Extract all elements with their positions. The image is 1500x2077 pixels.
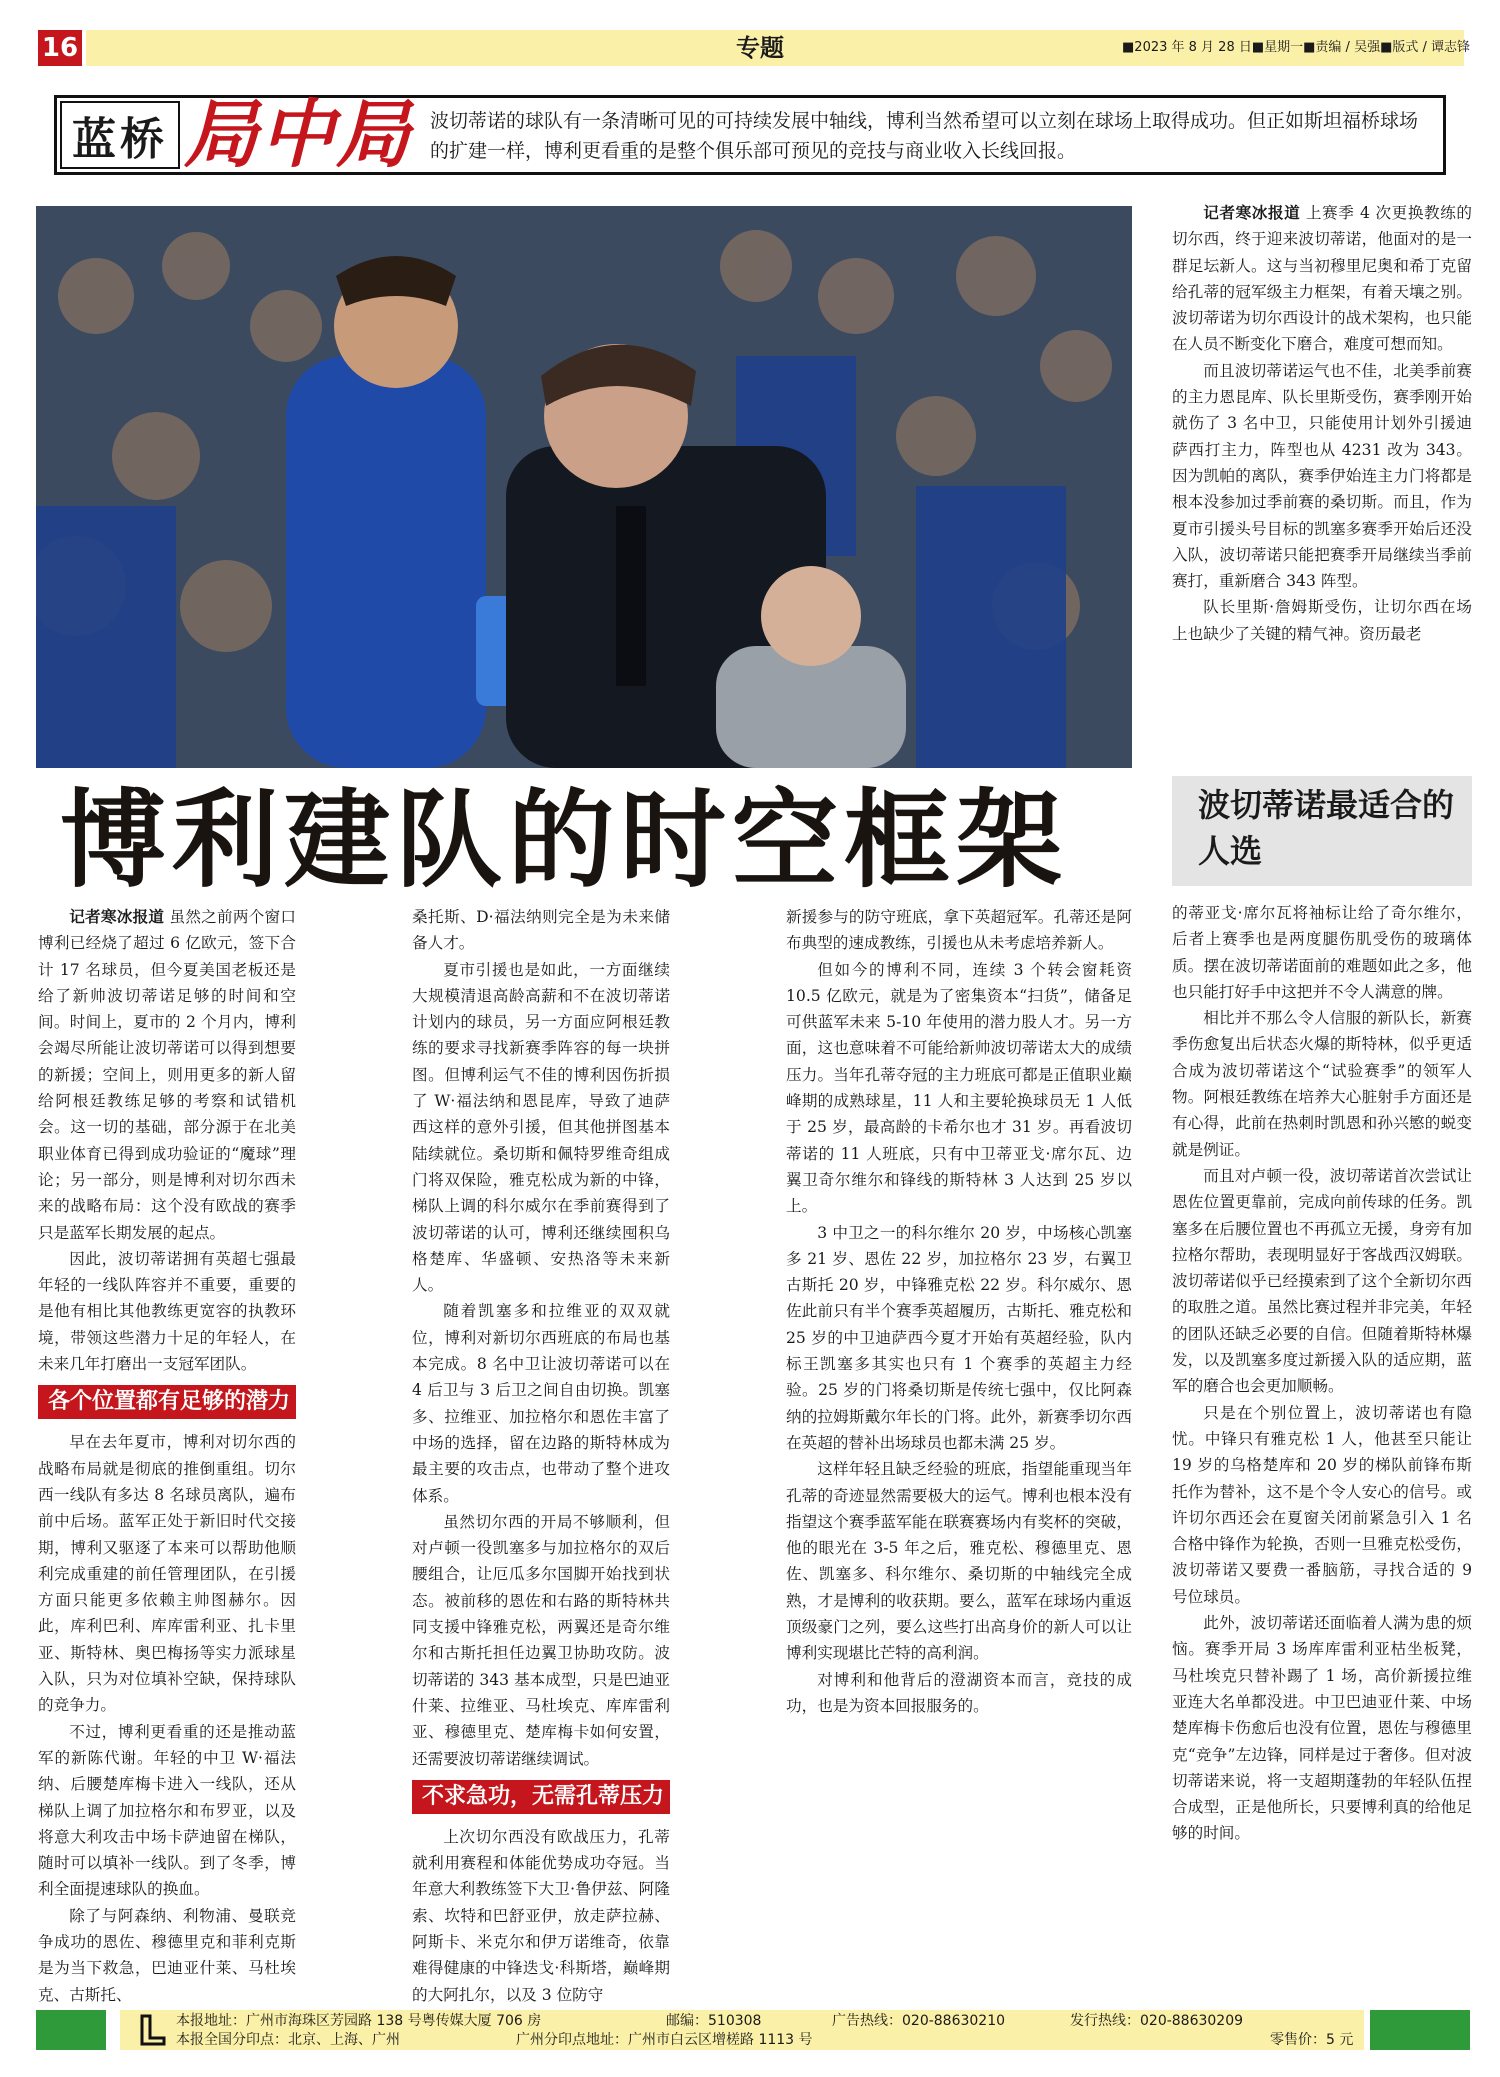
footer-postcode: 邮编：510308	[666, 2013, 762, 2029]
banner-intro: 波切蒂诺的球队有一条清晰可见的可持续发展中轴线，博利当然希望可以立刻在球场上取得成功。但正如斯坦福桥球场的扩建一样，博利更看重的是整个俱乐部可预见的竞技与商业收入长线回报。	[430, 110, 1419, 162]
paragraph	[1172, 200, 1472, 358]
dateline: ■2023 年 8 月 28 日■星期一■责编 / 吴强■版式 / 谭志锋	[1122, 40, 1470, 55]
paragraph: 相比并不那么令人信服的新队长，新赛季伤愈复出后状态火爆的斯特林，似乎更适合成为波切蒂诺这个“试验赛季”的领军人物。阿根廷教练在培养大心脏射手方面还是有心得，此前在热刺时凯恩和孙兴慜的蜕变就是例证。	[1172, 1009, 1472, 1159]
phone-icon	[138, 2014, 168, 2046]
paragraph: 夏市引援也是如此，一方面继续大规模清退高龄高薪和不在波切蒂诺计划内的球员，另一方面应阿根廷教练的要求寻找新赛季阵容的每一块拼图。但博利运气不佳的博利因伤折损了 W·福法纳和恩昆库，导致了迪萨西这样的意外引援，但其他拼图基本陆续就位。桑切斯和佩特罗维奇组成门将双保险，雅克松成为新的中锋，梯队上调的科尔威尔在季前赛得到了波切蒂诺的认可，博利还继续囤积乌格楚库、华盛顿、安热洛等未来新人。	[412, 960, 670, 1295]
paragraph	[38, 904, 296, 1246]
subhead-positions: 各个位置都有足够的潜力	[38, 1385, 296, 1419]
paragraph: 队长里斯·詹姆斯受伤，让切尔西在场上也缺少了关键的精气神。资历最老	[1172, 598, 1472, 643]
paragraph: 除了与阿森纳、利物浦、曼联竞争成功的恩佐、穆德里克和菲利克斯是为当下救急，巴迪亚什莱、马杜埃克、古斯托、	[38, 1906, 296, 2004]
section-title: 专题	[736, 34, 784, 62]
footer-price: 零售价：5 元	[1270, 2032, 1354, 2048]
page-number: 16	[38, 30, 82, 66]
headline: 博利建队的时空框架	[60, 777, 1068, 902]
photo-illustration	[36, 206, 1132, 768]
paragraph: 但如今的博利不同，连续 3 个转会窗耗资 10.5 亿欧元，就是为了密集资本“扫货”，储备足可供蓝军未来 5-10 年使用的潜力股人才。另一方面，这也意味着不可能给新帅波切蒂诺太大的成绩压力。当年孔蒂夺冠的主力班底可都是正值职业巅峰期的成熟球星，11 人和主要轮换球员无 1 人低于 25 岁，最高龄的卡希尔也才 31 岁。再看波切蒂诺的 11 人班底，只有中卫蒂亚戈·席尔瓦、边翼卫奇尔维尔和锋线的斯特林 3 人达到 25 岁以上。	[786, 960, 1132, 1216]
paragraph: 新援参与的防守班底，拿下英超冠军。孔蒂还是阿布典型的速成教练，引援也从未考虑培养新人。	[786, 908, 1132, 953]
paragraph: 此外，波切蒂诺还面临着人满为患的烦恼。赛季开局 3 场库库雷利亚枯坐板凳，马杜埃克只替补踢了 1 场，高价新援拉维亚连大名单都没进。中卫巴迪亚什莱、中场楚库梅卡伤愈后也没有位置，恩佐与穆德里克“竞争”左边锋，同样是过于奢侈。但对波切蒂诺来说，将一支超期蓬勃的年轻队伍捏合成型，正是他所长，只要博利真的给他足够的时间。	[1172, 1614, 1472, 1843]
article-column-2	[412, 904, 670, 2008]
banner-tag: 蓝桥	[60, 101, 180, 169]
side-column-bottom	[1172, 900, 1472, 1847]
paragraph: 只是在个别位置上，波切蒂诺也有隐忧。中锋只有雅克松 1 人，他甚至只能让 19 岁的乌格楚库和 20 岁的梯队前锋布斯托作为替补，这不是个令人安心的信号。或许切尔西还会在夏窗关闭前紧急引入 1 名合格中锋作为轮换，否则一旦雅克松受伤，波切蒂诺又要费一番脑筋，寻找合适的 9 号位球员。	[1172, 1403, 1472, 1606]
paragraph: 的蒂亚戈·席尔瓦将袖标让给了奇尔维尔，后者上赛季也是两度腿伤肌受伤的玻璃体质。摆在波切蒂诺面前的难题如此之多，他也只能打好手中这把并不令人满意的牌。	[1172, 904, 1472, 1001]
paragraph-text: 上赛季 4 次更换教练的切尔西，终于迎来波切蒂诺，他面对的是一群足坛新人。这与当初穆里尼奥和希丁克留给孔蒂的冠军级主力框架，有着天壤之别。波切蒂诺为切尔西设计的战术架构，也只能在人员不断变化下磨合，难度可想而知。	[1172, 204, 1472, 354]
footer-ad-hotline: 广告热线：020-88630210	[832, 2013, 1006, 2029]
footer-green-left	[36, 2010, 106, 2050]
byline: 记者寒冰报道	[1203, 204, 1301, 222]
paragraph: 因此，波切蒂诺拥有英超七强最年轻的一线队阵容并不重要，重要的是他有相比其他教练更宽容的执教环境，带领这些潜力十足的年轻人，在未来几年打磨出一支冠军团队。	[38, 1249, 296, 1374]
paragraph: 对博利和他背后的澄湖资本而言，竞技的成功，也是为资本回报服务的。	[786, 1670, 1132, 1715]
article-column-1	[38, 904, 296, 2008]
paragraph: 上次切尔西没有欧战压力，孔蒂就利用赛程和体能优势成功夺冠。当年意大利教练签下大卫·鲁伊兹、阿隆索、坎特和巴舒亚伊，放走萨拉赫、阿斯卡、米克尔和伊万诺维奇，依靠难得健康的中锋迭戈·科斯塔，巅峰期的大阿扎尔，以及 3 位防守	[412, 1827, 670, 2004]
paragraph: 虽然切尔西的开局不够顺利，但对卢顿一役凯塞多与加拉格尔的双后腰组合，让厄瓜多尔国脚开始找到状态。被前移的恩佐和右路的斯特林共同支援中锋雅克松，两翼还是奇尔维尔和古斯托担任边翼卫协助攻防。波切蒂诺的 343 基本成型，只是巴迪亚什莱、拉维亚、马杜埃克、库库雷利亚、穆德里克、楚库梅卡如何安置，还需要波切蒂诺继续调试。	[412, 1512, 670, 1768]
banner-title: 局中局	[184, 92, 412, 178]
article-column-3	[786, 904, 1132, 1719]
subhead-no-pressure: 不求急功，无需孔蒂压力	[412, 1780, 670, 1814]
paragraph: 3 中卫之一的科尔维尔 20 岁，中场核心凯塞多 21 岁、恩佐 22 岁，加拉格尔 23 岁，右翼卫古斯托 20 岁，中锋雅克松 22 岁。科尔威尔、恩佐此前只有半个赛季英超履历，古斯托、雅克松和 25 岁的中卫迪萨西今夏才开始有英超经验，队内标王凯塞多其实也只有 1 个赛季的英超主力经验。25 岁的门将桑切斯是传统七强中，仅比阿森纳的拉姆斯戴尔年长的门将。此外，新赛季切尔西在英超的替补出场球员也都未满 25 岁。	[786, 1223, 1132, 1452]
footer-dist-hotline: 发行热线：020-88630209	[1070, 2013, 1244, 2029]
paragraph: 而且对卢顿一役，波切蒂诺首次尝试让恩佐位置更靠前，完成向前传球的任务。凯塞多在后腰位置也不再孤立无援，身旁有加拉格尔帮助，表现明显好于客战西汉姆联。波切蒂诺似乎已经摸索到了这个全新切尔西的取胜之道。虽然比赛过程并非完美，年轻的团队还缺乏必要的自信。但随着斯特林爆发，以及凯塞多度过新援入队的适应期，蓝军的磨合也会更加顺畅。	[1172, 1166, 1472, 1396]
side-column-top	[1172, 200, 1472, 647]
paragraph: 桑托斯、D·福法纳则完全是为未来储备人才。	[412, 908, 670, 953]
sidebox-title: 波切蒂诺最适合的人选	[1198, 786, 1455, 870]
paragraph: 而且波切蒂诺运气也不佳，北美季前赛的主力恩昆库、队长里斯受伤，赛季刚开始就伤了 3 名中卫，只能使用计划外引援迪萨西打主力，阵型也从 4231 改为 343。因为凯帕的离队，赛季伊始连主力门将都是根本没参加过季前赛的桑切斯。而且，作为夏市引援头号目标的凯塞多赛季开始后还没入队，波切蒂诺只能把赛季开局继续当季前赛打，重新磨合 343 阵型。	[1172, 361, 1472, 591]
paragraph: 不过，博利更看重的还是推动蓝军的新陈代谢。年轻的中卫 W·福法纳、后腰楚库梅卡进入一线队，还从梯队上调了加拉格尔和布罗亚，以及将意大利攻击中场卡萨迪留在梯队，随时可以填补一线队。到了冬季，博利全面提速球队的换血。	[38, 1722, 296, 1899]
footer-print-sites: 本报全国分印点：北京、上海、广州	[176, 2032, 400, 2048]
footer-address: 本报地址：广州市海珠区芳园路 138 号粤传媒大厦 706 房	[176, 2013, 542, 2029]
footer-gz-print-address: 广州分印点地址：广州市白云区增槎路 1113 号	[516, 2032, 813, 2048]
paragraph: 早在去年夏市，博利对切尔西的战略布局就是彻底的推倒重组。切尔西一线队有多达 8 名球员离队，遍布前中后场。蓝军正处于新旧时代交接期，博利又驱逐了本来可以帮助他顺利完成重建的前任管理团队，在引援方面只能更多依赖主帅图赫尔。因此，库利巴利、库库雷利亚、扎卡里亚、斯特林、奥巴梅扬等实力派球星入队，只为对位填补空缺，保持球队的竞争力。	[38, 1433, 296, 1715]
paragraph: 这样年轻且缺乏经验的班底，指望能重现当年孔蒂的奇迹显然需要极大的运气。博利也根本没有指望这个赛季蓝军能在联赛赛场内有奖杯的突破，他的眼光在 3-5 年之后，雅克松、穆德里克、恩佐、凯塞多、科尔维尔、桑切斯的中轴线完全成熟，才是博利的收获期。要么，蓝军在球场内重返顶级豪门之列，要么这些打出高身价的新人可以让博利实现堪比芒特的高利润。	[786, 1460, 1132, 1663]
paragraph-text: 虽然之前两个窗口博利已经烧了超过 6 亿欧元，签下合计 17 名球员，但今夏美国老板还是给了新帅波切蒂诺足够的时间和空间。时间上，夏市的 2 个月内，博利会竭尽所能让波切蒂诺可以得到想要的新援；空间上，则用更多的新人留给阿根廷教练足够的考察和试错机会。这一切的基础，部分源于在北美职业体育已得到成功验证的“魔球”理论；另一部分，则是博利对切尔西未来的战略布局：这个没有欧战的赛季只是蓝军长期发展的起点。	[38, 908, 296, 1242]
main-photo	[36, 206, 1132, 768]
footer-green-right	[1370, 2010, 1470, 2050]
byline: 记者寒冰报道	[69, 908, 165, 926]
paragraph: 随着凯塞多和拉维亚的双双就位，博利对新切尔西班底的布局也基本完成。8 名中卫让波切蒂诺可以在 4 后卫与 3 后卫之间自由切换。凯塞多、拉维亚、加拉格尔和恩佐丰富了中场的选择，留在边路的斯特林成为最主要的攻击点，也带动了整个进攻体系。	[412, 1302, 670, 1505]
